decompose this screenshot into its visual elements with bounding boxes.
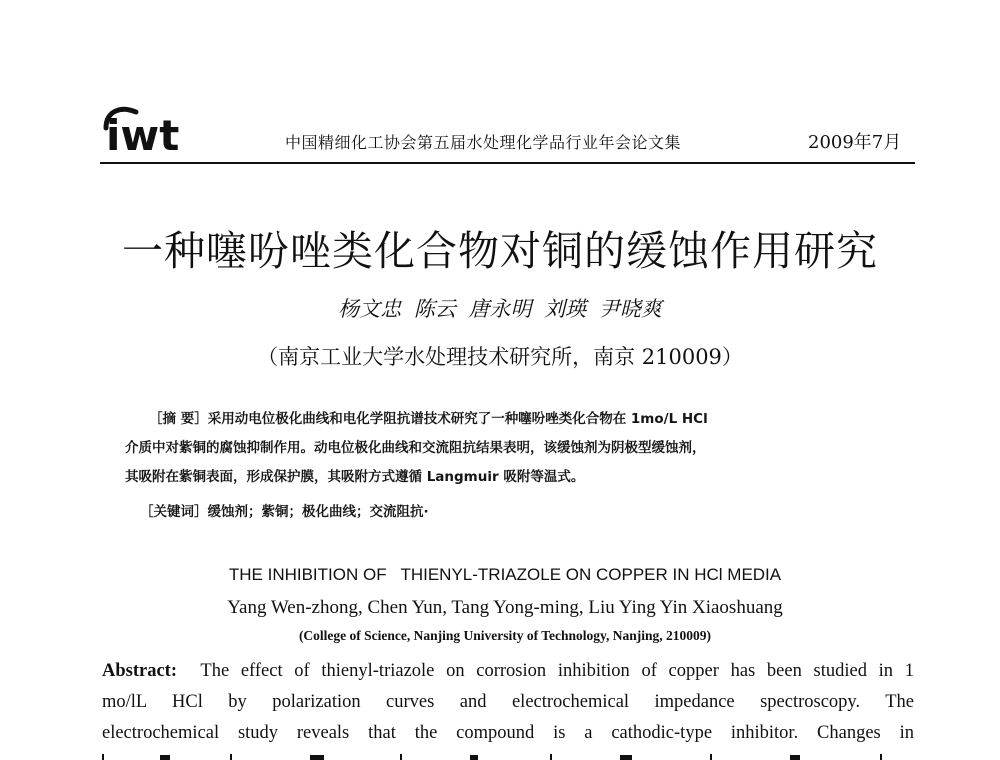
iwt-logo	[100, 98, 210, 158]
affiliation-cn: （南京工业大学水处理技术研究所，南京 210009）	[257, 345, 743, 369]
abstract-en	[102, 656, 914, 749]
abstract-cn	[117, 405, 897, 492]
abstract-label: Abstract:	[102, 661, 178, 681]
abstract-en-line	[102, 656, 914, 687]
keywords-cn: ［关键词］缓蚀剂；紫铜；极化曲线；交流阻抗·	[140, 504, 429, 520]
authors-cn: 杨文忠 陈云 唐永明 刘瑛 尹晓爽	[338, 297, 662, 321]
abstract-en-line: electrochemical study reveals that the compound is a cathodic-type inhibitor. Changes in	[102, 723, 914, 743]
journal-title: 中国精细化工协会第五届水处理化学品行业年会论文集	[285, 133, 682, 152]
abstract-cn-line: 介质中对紫铜的腐蚀抑制作用。动电位极化曲线和交流阻抗结果表明，该缓蚀剂为阴极型缓蚀剂，	[125, 440, 706, 456]
logo-text: iwt	[106, 111, 180, 158]
authors-en: Yang Wen-zhong, Chen Yun, Tang Yong-ming, Liu Ying Yin Xiaoshuang	[227, 597, 783, 618]
iwt-logo-graphic	[100, 98, 210, 158]
abstract-cn-line: 其吸附在紫铜表面，形成保护膜，其吸附方式遵循 Langmuir 吸附等温式。	[125, 469, 585, 485]
abstract-en-text: The effect of thienyl-triazole on corrosion inhibition of copper has been studied in 1	[200, 661, 914, 681]
header-rule	[100, 162, 915, 164]
paper-title-cn: 一种噻吩唑类化合物对铜的缓蚀作用研究	[122, 227, 878, 275]
journal-date: 2009年7月	[808, 132, 902, 153]
affiliation-en: (College of Science, Nanjing University of Technology, Nanjing, 210009)	[298, 628, 712, 643]
cutoff-text-line	[100, 750, 915, 760]
paper-title-en: THE INHIBITION OF THIENYL-TRIAZOLE ON COPPER IN HCl MEDIA	[228, 565, 782, 584]
abstract-cn-line: ［摘 要］采用动电位极化曲线和电化学阻抗谱技术研究了一种噻吩唑类化合物在 1mo/L HCl	[149, 411, 708, 427]
abstract-en-line: mo/lL HCl by polarization curves and electrochemical impedance spectroscopy. The	[102, 692, 914, 712]
